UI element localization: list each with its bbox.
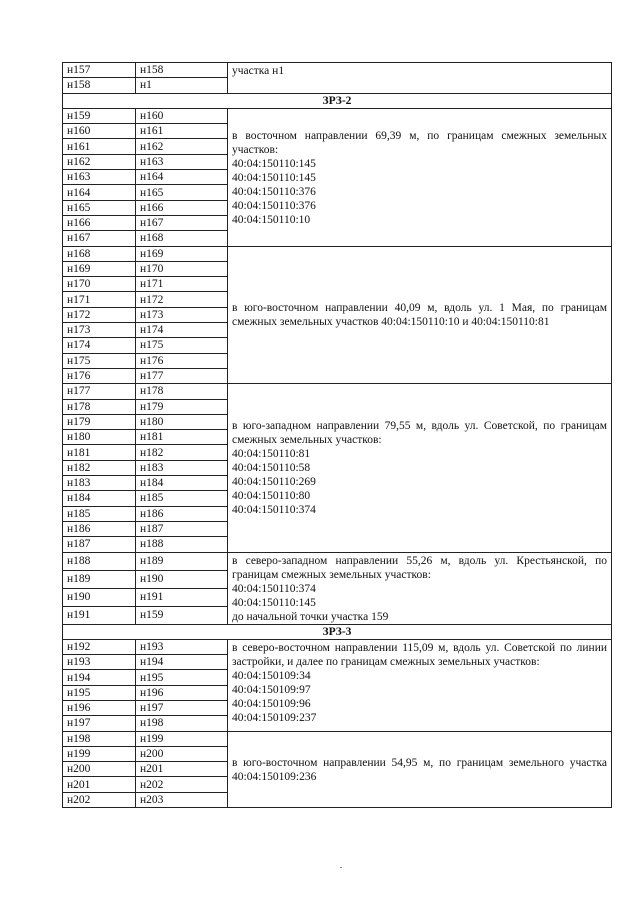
point-from: н198 (63, 731, 136, 746)
segment-description (228, 639, 612, 731)
point-to: н196 (136, 685, 228, 700)
point-from: н169 (63, 261, 136, 276)
point-from: н172 (63, 307, 136, 322)
cadastral-number: 40:04:150110:81 (232, 448, 311, 461)
point-to: н203 (136, 792, 228, 807)
point-from: н163 (63, 170, 136, 185)
point-from: н195 (63, 685, 136, 700)
point-from: н199 (63, 746, 136, 761)
point-from: н181 (63, 445, 136, 460)
point-from: н178 (63, 399, 136, 414)
point-to: н1 (136, 78, 228, 93)
point-from: н191 (63, 606, 136, 624)
point-from: н175 (63, 353, 136, 368)
point-from: н183 (63, 476, 136, 491)
point-to: н188 (136, 537, 228, 552)
point-to: н161 (136, 124, 228, 139)
point-from: н166 (63, 215, 136, 230)
point-to: н172 (136, 292, 228, 307)
point-to: н169 (136, 246, 228, 261)
point-from: н185 (63, 506, 136, 521)
point-to: н183 (136, 460, 228, 475)
segment-description: участка н1 (228, 63, 612, 94)
description-text: в восточном направлении 69,39 м, по границам смежных земельных участков: (232, 129, 607, 156)
segment-description (228, 246, 612, 384)
point-to: н175 (136, 338, 228, 353)
point-to: н171 (136, 277, 228, 292)
cadastral-number: 40:04:150110:145 (232, 171, 316, 184)
table-row (63, 384, 612, 399)
point-to: н158 (136, 63, 228, 78)
point-from: н179 (63, 414, 136, 429)
description-text: в северо-западном направлении 55,26 м, вдоль ул. Крестьянской, по границам смежных земельных участков: (232, 554, 607, 581)
cadastral-number: 40:04:150110:376 (232, 199, 316, 212)
segment-description (228, 384, 612, 552)
point-to: н167 (136, 215, 228, 230)
cadastral-number: 40:04:150109:237 (232, 711, 317, 724)
boundary-table (62, 62, 612, 808)
point-from: н190 (63, 588, 136, 606)
point-to: н162 (136, 139, 228, 154)
cadastral-number: 40:04:150110:145 (232, 596, 316, 609)
point-from: н158 (63, 78, 136, 93)
section-title: ЗРЗ-3 (63, 624, 612, 639)
point-to: н202 (136, 777, 228, 792)
point-to: н174 (136, 323, 228, 338)
table-row (63, 246, 612, 261)
cadastral-number: 40:04:150110:10 (232, 213, 311, 226)
point-from: н173 (63, 323, 136, 338)
point-from: н197 (63, 716, 136, 731)
point-from: н187 (63, 537, 136, 552)
page-mark (340, 867, 342, 868)
point-to: н173 (136, 307, 228, 322)
point-from: н180 (63, 430, 136, 445)
point-from: н164 (63, 185, 136, 200)
point-to: н182 (136, 445, 228, 460)
point-to: н194 (136, 655, 228, 670)
point-from: н189 (63, 570, 136, 588)
point-to: н165 (136, 185, 228, 200)
point-to: н187 (136, 521, 228, 536)
point-to: н199 (136, 731, 228, 746)
point-from: н188 (63, 552, 136, 570)
point-from: н171 (63, 292, 136, 307)
point-to: н197 (136, 700, 228, 715)
point-from: н167 (63, 231, 136, 246)
point-to: н176 (136, 353, 228, 368)
point-to: н179 (136, 399, 228, 414)
section-title: ЗРЗ-2 (63, 93, 612, 108)
point-to: н178 (136, 384, 228, 399)
point-to: н186 (136, 506, 228, 521)
description-text: в юго-западном направлении 79,55 м, вдоль ул. Советской, по границам смежных земельных участков: (232, 420, 607, 447)
cadastral-number: 40:04:150110:374 (232, 504, 316, 517)
section-row (63, 624, 612, 639)
cadastral-number: 40:04:150109:34 (232, 669, 311, 682)
table-row (63, 639, 612, 654)
table-row (63, 108, 612, 123)
section-row (63, 93, 612, 108)
point-to: н181 (136, 430, 228, 445)
point-to: н168 (136, 231, 228, 246)
point-to: н180 (136, 414, 228, 429)
point-from: н168 (63, 246, 136, 261)
point-from: н160 (63, 124, 136, 139)
point-to: н195 (136, 670, 228, 685)
point-to: н159 (136, 606, 228, 624)
point-from: н196 (63, 700, 136, 715)
segment-description (228, 731, 612, 807)
description-text: в юго-восточном направлении 54,95 м, по границам земельного участка 40:04:150109:236 (232, 756, 607, 783)
point-from: н176 (63, 368, 136, 383)
point-from: н157 (63, 63, 136, 78)
point-to: н198 (136, 716, 228, 731)
cadastral-number: 40:04:150110:374 (232, 582, 316, 595)
point-from: н194 (63, 670, 136, 685)
point-to: н201 (136, 762, 228, 777)
point-from: н202 (63, 792, 136, 807)
point-to: н177 (136, 368, 228, 383)
point-from: н186 (63, 521, 136, 536)
point-to: н200 (136, 746, 228, 761)
point-to: н184 (136, 476, 228, 491)
description-text: в юго-восточном направлении 40,09 м, вдоль ул. 1 Мая, по границам смежных земельных участков 40:04:150110:10 и 40:04:150110:81 (232, 302, 607, 329)
point-to: н164 (136, 170, 228, 185)
cadastral-number: 40:04:150110:376 (232, 185, 316, 198)
point-to: н163 (136, 154, 228, 169)
cadastral-number: 40:04:150110:145 (232, 157, 316, 170)
point-from: н165 (63, 200, 136, 215)
cadastral-number: 40:04:150109:96 (232, 697, 311, 710)
point-to: н190 (136, 570, 228, 588)
segment-description (228, 552, 612, 624)
point-from: н174 (63, 338, 136, 353)
point-from: н182 (63, 460, 136, 475)
point-from: н193 (63, 655, 136, 670)
table-row (63, 63, 612, 78)
point-from: н201 (63, 777, 136, 792)
point-from: н161 (63, 139, 136, 154)
point-from: н162 (63, 154, 136, 169)
cadastral-number: 40:04:150109:97 (232, 683, 311, 696)
point-from: н170 (63, 277, 136, 292)
point-to: н189 (136, 552, 228, 570)
point-from: н192 (63, 639, 136, 654)
point-to: н193 (136, 639, 228, 654)
point-to: н191 (136, 588, 228, 606)
cadastral-number: 40:04:150110:269 (232, 476, 316, 489)
point-to: н160 (136, 108, 228, 123)
segment-description (228, 108, 612, 246)
cadastral-number: 40:04:150110:58 (232, 462, 311, 475)
point-from: н184 (63, 491, 136, 506)
cadastral-number: 40:04:150110:80 (232, 490, 311, 503)
point-to: н185 (136, 491, 228, 506)
table-row (63, 731, 612, 746)
table-row (63, 552, 612, 570)
point-to: н170 (136, 261, 228, 276)
description-text: в северо-восточном направлении 115,09 м, вдоль ул. Советской по линии застройки, и далее по границам смежных земельных участков: (232, 641, 607, 668)
point-to: н166 (136, 200, 228, 215)
point-from: н177 (63, 384, 136, 399)
point-from: н159 (63, 108, 136, 123)
description-tail: до начальной точки участка 159 (232, 610, 389, 623)
point-from: н200 (63, 762, 136, 777)
